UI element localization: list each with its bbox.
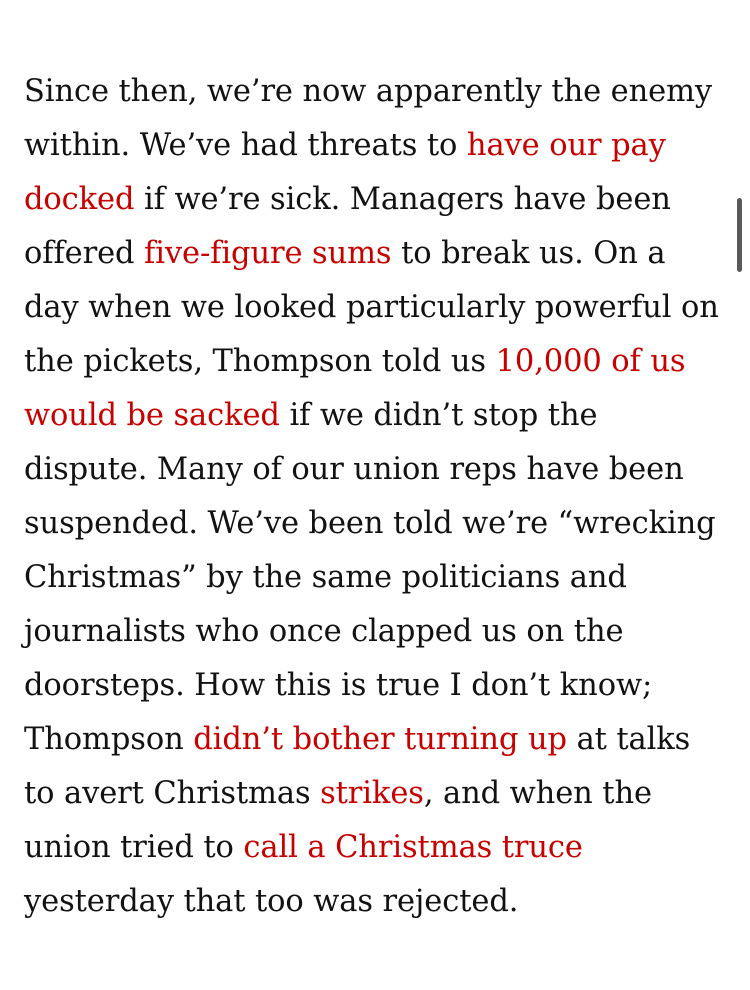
link-strikes[interactable]: strikes [320,776,424,811]
link-call-a-christmas-truce[interactable]: call a Christmas truce [243,830,583,865]
text-segment: Since then, we’re now apparently the enemy within. We’ve had threats to [24,74,713,163]
text-segment: if we didn’t stop the dispute. Many of our union reps have been suspended. We’ve been told we’re “wrecking Christmas” by the same politicians and journalists who once clapped us on the doorsteps. How this is true I don’t know; Thompson [24,398,716,757]
link-10000-sacked[interactable]: 10,000 of us would be sacked [24,344,686,433]
article-paragraph [24,11,724,929]
article-body [24,11,724,929]
text-segment: if we’re sick. Managers have been offered [24,182,671,271]
link-didnt-bother-turning-up[interactable]: didn’t bother turning up [193,722,567,757]
text-segment: to break us. On a day when we looked particularly powerful on the pickets, Thompson told us [24,236,719,379]
text-segment: at talks to avert Christmas [24,722,691,811]
link-have-our-pay-docked[interactable]: have our pay docked [24,128,666,217]
text-segment: yesterday that too was rejected. [24,884,519,919]
link-five-figure-sums[interactable]: five-figure sums [144,236,392,271]
scrollbar-thumb[interactable] [737,198,742,272]
text-segment: , and when the union tried to [24,776,652,865]
